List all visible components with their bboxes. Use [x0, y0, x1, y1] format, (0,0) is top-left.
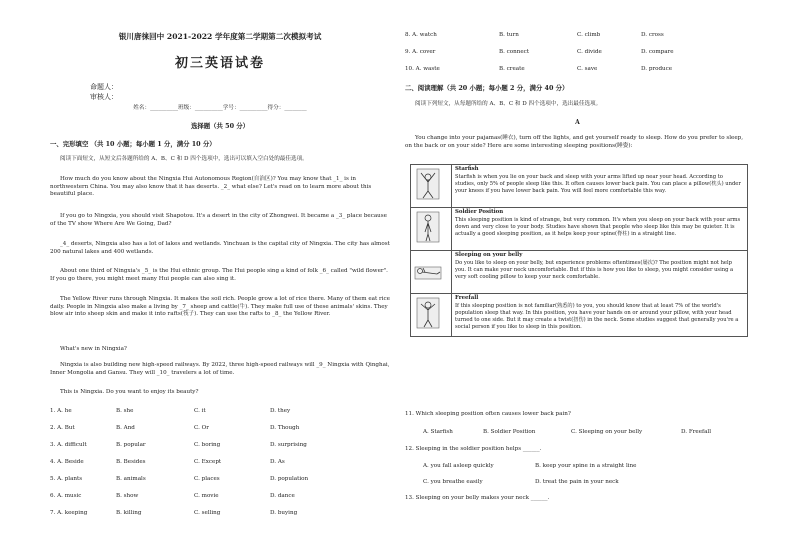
passage-intro: You change into your pajamas(睡衣), turn off the lights, and get yourself ready to sleep. How do you prefer to sleep, on the back or on your side? Here are some interesting sleeping positions(睡姿):	[405, 135, 744, 149]
question-row	[50, 408, 290, 414]
option-c[interactable]: C. places	[194, 476, 220, 482]
question-stem: 13. Sleeping on your belly makes your neck ______.	[405, 495, 550, 501]
question-row	[50, 510, 297, 516]
position-image-cell	[411, 208, 452, 251]
option-b[interactable]: B. Soldier Position	[483, 429, 536, 435]
soldier-figure-icon	[413, 210, 443, 244]
option-c[interactable]: C. Except	[194, 459, 222, 465]
option-a[interactable]: 9. A. cover	[405, 49, 436, 55]
option-c[interactable]: C. you breathe easily	[423, 479, 483, 485]
subject-title: 初三英语试卷	[174, 56, 265, 71]
option-a[interactable]: A. you fall asleep quickly	[423, 463, 494, 469]
option-a[interactable]: 8. A. watch	[405, 32, 437, 38]
question-row	[50, 442, 307, 448]
position-name: Soldier Position	[455, 209, 504, 215]
option-c[interactable]: C. save	[577, 66, 598, 72]
passage-paragraph: This is Ningxia. Do you want to enjoy its beauty?	[60, 389, 199, 395]
passage-paragraph: Ningxia is also building new high-speed railways. By 2022, three high-speed railways will _9_ Ningxia with Qinghai, Inner Mongolia and Gansu. They will _10_ travelers a lot of time.	[50, 362, 390, 376]
position-image-cell	[411, 165, 452, 208]
option-c[interactable]: C. divide	[577, 49, 602, 55]
left-column	[50, 0, 390, 550]
question-stem: 11. Which sleeping position often causes lower back pain?	[405, 411, 571, 417]
passage-paragraph: About one third of Ningxia's _5_ is the Hui ethnic group. The Hui people sing a kind of folk _6_ called "wild flower". If you go there, you might meet many Hui people can also sing it.	[50, 268, 388, 282]
freefall-figure-icon	[413, 296, 443, 330]
option-d[interactable]: D. cross	[641, 32, 664, 38]
section1-heading: 一、完形填空 （共 10 小题；每小题 1 分，满分 10 分）	[50, 140, 216, 148]
question-row	[405, 32, 664, 38]
option-d[interactable]: D. As	[270, 459, 285, 465]
option-b[interactable]: B. animals	[116, 476, 146, 482]
option-a[interactable]: 3. A. difficult	[50, 442, 87, 448]
position-description: If this sleeping position is not familiar(熟悉的) to you, you should know that at least 7% of the world's population sleep that way. In this position, you have your hands on or around your pillow, with your head turned to one side. But it may create a twist(扭伤) in the neck. Some studies suggest that generally you're a social person if you like to sleep in this position.	[455, 303, 739, 331]
position-row	[411, 208, 748, 251]
question-row	[50, 459, 285, 465]
option-c[interactable]: C. selling	[194, 510, 221, 516]
position-name: Freefall	[455, 295, 479, 301]
option-d[interactable]: D. dance	[270, 493, 295, 499]
position-description: Do you like to sleep on your belly, but experience problems oftentimes(屡次)? The position might not help you. It can make your neck uncomfortable. But if this is how you like to sleep, you might consider using a very soft cooling pillow to keep your neck comfortable.	[455, 260, 734, 281]
position-text-cell	[452, 294, 748, 337]
option-c[interactable]: C. Sleeping on your belly	[571, 429, 643, 435]
position-image-cell	[411, 294, 452, 337]
passage-paragraph: The Yellow River runs through Ningxia. It makes the soil rich. People grow a lot of rice there. Many of them eat rice daily. People in Ningxia also make a living by _7_ sheep and cattle(牛). They make full use of these animals' skins. They blow air into sheep skin and make it into rafts(筏子). They can use the rafts to _8_ the Yellow River.	[50, 296, 390, 318]
position-text-cell	[452, 165, 748, 208]
passage-label: A	[575, 119, 580, 126]
position-image-cell	[411, 251, 452, 294]
question-row	[405, 49, 674, 55]
proposer-label: 命题人：	[90, 83, 118, 91]
student-info: 姓名：__________班级：__________学号：__________得分：________	[133, 105, 307, 111]
section2-heading: 二、阅读理解（共 20 小题；每小题 2 分，满分 40 分）	[405, 84, 569, 92]
question-row	[50, 493, 295, 499]
option-b[interactable]: B. connect	[499, 49, 530, 55]
option-a[interactable]: 1. A. he	[50, 408, 72, 414]
option-c[interactable]: C. it	[194, 408, 206, 414]
option-d[interactable]: D. compare	[641, 49, 674, 55]
passage-paragraph: If you go to Ningxia, you should visit Shapotou. It's a desert in the city of Zhongwei. It became a _3_ place because of the TV show Where Are We Going, Dad?	[50, 213, 387, 227]
position-row	[411, 294, 748, 337]
option-b[interactable]: B. keep your spine in a straight line	[535, 463, 637, 469]
option-d[interactable]: D. Though	[270, 425, 300, 431]
starfish-figure-icon	[413, 167, 443, 201]
roles-line	[90, 82, 370, 102]
option-b[interactable]: B. show	[116, 493, 139, 499]
option-c[interactable]: C. boring	[194, 442, 221, 448]
reviewer-label: 审核人：	[90, 93, 118, 101]
belly-figure-icon	[413, 253, 443, 287]
option-d[interactable]: D. surprising	[270, 442, 307, 448]
option-c[interactable]: C. Or	[194, 425, 209, 431]
option-d[interactable]: D. buying	[270, 510, 298, 516]
selection-title: 选择题（共 50 分）	[190, 122, 250, 130]
option-a[interactable]: 6. A. music	[50, 493, 82, 499]
option-b[interactable]: B. And	[116, 425, 135, 431]
option-a[interactable]: 5. A. plants	[50, 476, 83, 482]
option-a[interactable]: 2. A. But	[50, 425, 75, 431]
option-b[interactable]: B. turn	[499, 32, 519, 38]
option-b[interactable]: B. create	[499, 66, 525, 72]
position-description: This sleeping position is kind of strange, but very common. It's when you sleep on your back with your arms down and very close to your body. Studies have shown that people who sleep like this may be quieter. It is actually a good sleeping position, as it helps keep your spine(脊柱) in a straight line.	[455, 217, 741, 238]
option-a[interactable]: 4. A. Beside	[50, 459, 84, 465]
position-text-cell	[452, 208, 748, 251]
option-d[interactable]: D. they	[270, 408, 291, 414]
sleeping-positions-table	[410, 164, 748, 337]
option-a[interactable]: A. Starfish	[423, 429, 453, 435]
position-name: Starfish	[455, 166, 479, 172]
option-c[interactable]: C. climb	[577, 32, 601, 38]
option-a[interactable]: 7. A. keeping	[50, 510, 88, 516]
position-row	[411, 165, 748, 208]
section1-instruction: 阅读下面短文，从短文后各题所给的 A、B、C 和 D 四个选项中，选出可以填入空白处的最佳选项。	[60, 156, 308, 162]
position-row	[411, 251, 748, 294]
option-d[interactable]: D. treat the pain in your neck	[535, 479, 619, 485]
position-name: Sleeping on your belly	[455, 252, 523, 258]
section2-instruction: 阅读下列短文，从每题所给的 A、B、C 和 D 四个选项中，选出最佳选项。	[415, 101, 602, 107]
question-row	[50, 425, 299, 431]
option-d[interactable]: D. Freefall	[681, 429, 712, 435]
passage-paragraph: How much do you know about the Ningxia Hui Autonomous Region(自治区)? You may know that _1_ is in northwestern China. You may also know that it has deserts. _2_ what else? Let's read on to learn more about this beautiful place.	[50, 176, 372, 198]
passage-paragraph: What's new in Ningxia?	[60, 346, 127, 352]
position-description: Starfish is when you lie on your back and sleep with your arms lifted up near your head. According to studies, only 5% of people sleep like this. It often causes lower back pain. You can place a pillow(枕头) under your knees if you have lower back pain. You will feel more comfortable this way.	[455, 174, 741, 195]
option-b[interactable]: B. Besides	[116, 459, 146, 465]
question-stem: 12. Sleeping in the soldier position helps ______.	[405, 446, 542, 452]
option-c[interactable]: C. movie	[194, 493, 219, 499]
passage-paragraph: _4_ deserts, Ningxia also has a lot of lakes and wetlands. Yinchuan is the capital city of Ningxia. The city has almost 200 natural lakes and 400 wetlands.	[50, 241, 390, 255]
option-a[interactable]: 10. A. waste	[405, 66, 440, 72]
question-row	[50, 476, 308, 482]
option-b[interactable]: B. killing	[116, 510, 142, 516]
question-row	[405, 66, 672, 72]
option-b[interactable]: B. popular	[116, 442, 146, 448]
option-d[interactable]: D. population	[270, 476, 309, 482]
position-text-cell	[452, 251, 748, 294]
option-d[interactable]: D. produce	[641, 66, 673, 72]
option-b[interactable]: B. she	[116, 408, 134, 414]
exam-title: 银川唐徕回中 2021-2022 学年度第二学期第二次模拟考试	[118, 32, 322, 41]
